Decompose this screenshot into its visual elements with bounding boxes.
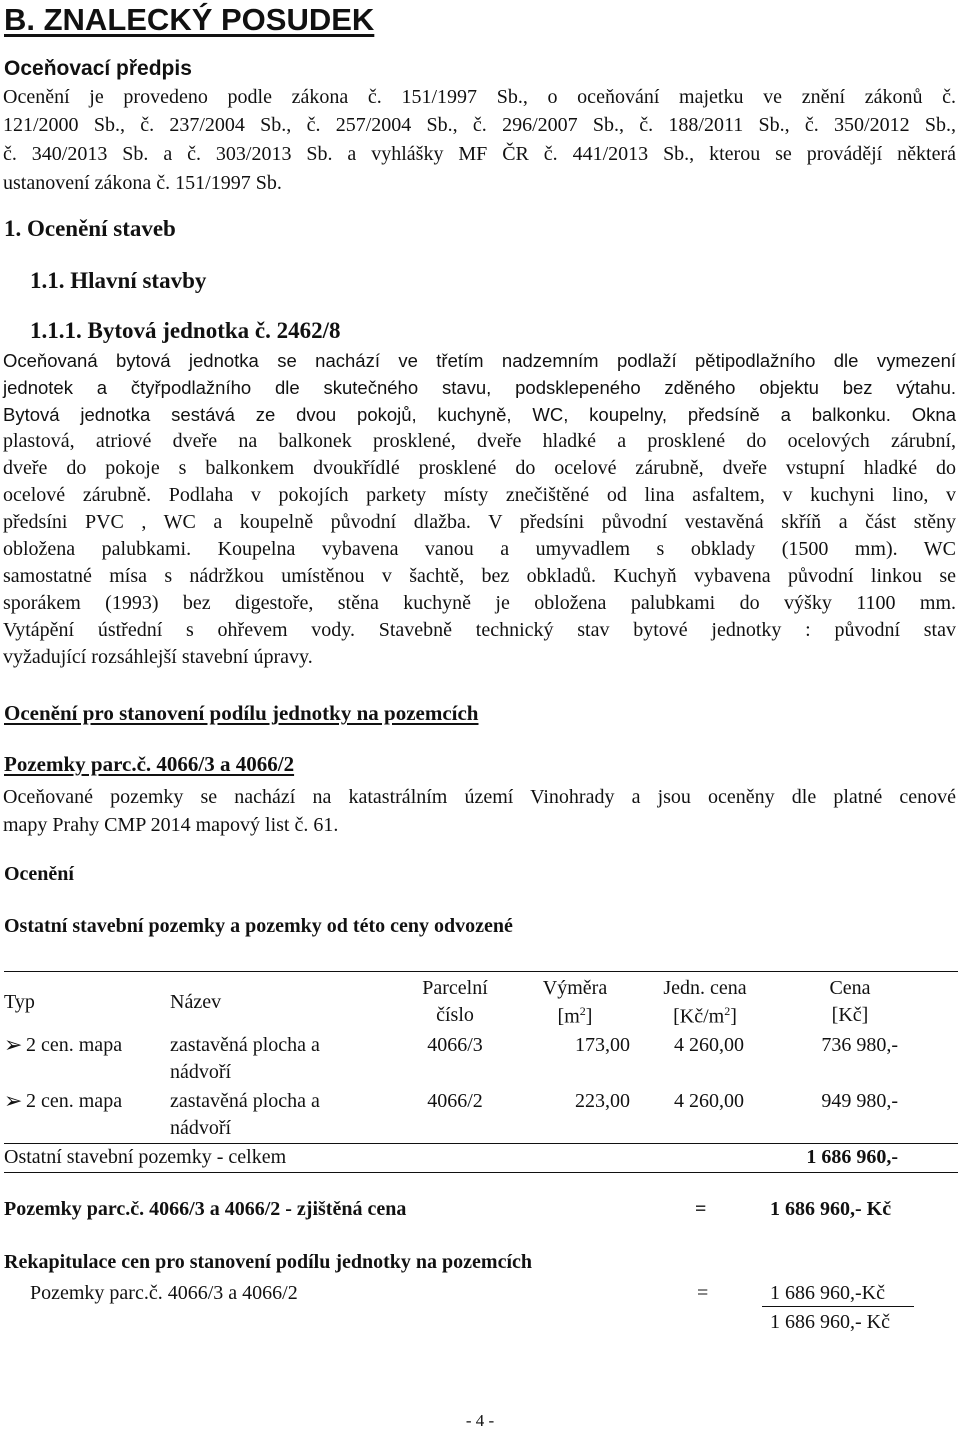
description-line: vyžadující rozsáhlejší stavební úpravy. — [3, 646, 313, 668]
row-nazev: zastavěná plocha a — [170, 1090, 320, 1112]
recap-sum-rule — [762, 1306, 914, 1307]
row-cena: 736 980,- — [821, 1034, 898, 1056]
col-header-vymera: Výměra — [542, 977, 608, 999]
bullet-icon: ➢ — [4, 1088, 23, 1113]
col-header-typ: Typ — [4, 991, 35, 1013]
col-header-cislo: číslo — [436, 1004, 474, 1026]
description-line: sporákem (1993) bez digestoře, stěna kuchyně je obložena palubkami do výšky 1100 mm. — [3, 592, 956, 614]
table-bottom-rule — [4, 1172, 958, 1173]
row-parcela: 4066/2 — [427, 1090, 483, 1112]
table-total-label: Ostatní stavební pozemky - celkem — [4, 1146, 287, 1168]
row-nazev: zastavěná plocha a — [170, 1034, 320, 1056]
bullet-icon: ➢ — [4, 1032, 23, 1057]
oceneni-heading: Ocenění — [4, 863, 74, 885]
recap-value: 1 686 960,-Kč — [770, 1282, 885, 1304]
description-line: ocelové zárubně. Podlaha v pokojích parkety místy znečištěné od lina asfaltem, v kuchyni lino, v — [3, 484, 956, 506]
row-nazev-cont: nádvoří — [170, 1061, 232, 1083]
col-header-vymera-unit: $[m^2]$ — [557, 1004, 593, 1028]
col-header-jedn-cena-unit: $[Kč/m^2]$ — [673, 1004, 737, 1028]
description-line: jednotek a čtyřpodlažního dle skutečného stavu, podsklepeného zděného objektu bez výtahu. — [3, 377, 956, 398]
document-title: B. ZNALECKÝ POSUDEK — [4, 2, 375, 37]
land-subheading: Pozemky parc.č. 4066/3 a 4066/2 — [4, 752, 295, 776]
predpis-line: č. 340/2013 Sb. a č. 303/2013 Sb. a vyhlášky MF ČR č. 441/2013 Sb., kterou se provádějí některá — [3, 143, 956, 165]
land-section-heading: Ocenění pro stanovení podílu jednotky na pozemcích — [4, 701, 479, 725]
description-line: Bytová jednotka sestává ze dvou pokojů, kuchyně, WC, koupelny, předsíně a balkonku. Okna — [3, 404, 956, 425]
recap-equals: = — [697, 1282, 709, 1304]
description-line: plastová, atriové dveře na balkonek prosklené, dveře hladké a prosklené do ocelových zárubní, — [3, 430, 956, 452]
predpis-line: Ocenění je provedeno podle zákona č. 151/1997 Sb., o oceňování majetku ve znění zákonů č. — [3, 86, 956, 108]
land-description-line: mapy Prahy CMP 2014 mapový list č. 61. — [3, 814, 339, 836]
heading-oceneni-staveb: 1. Ocenění staveb — [4, 216, 176, 241]
page-number: - 4 - — [465, 1411, 495, 1430]
row-nazev-cont: nádvoří — [170, 1117, 232, 1139]
row-vymera: 223,00 — [575, 1090, 630, 1112]
result-equals: = — [695, 1198, 707, 1220]
table-total-value: 1 686 960,- — [806, 1146, 898, 1168]
description-line: Oceňovaná bytová jednotka se nachází ve třetím nadzemním podlaží pětipodlažního dle vymezení — [3, 350, 956, 371]
row-typ: 2 cen. mapa — [26, 1090, 123, 1112]
table-total-rule — [4, 1143, 958, 1144]
result-label: Pozemky parc.č. 4066/3 a 4066/2 - zjištěná cena — [4, 1198, 407, 1220]
description-line: samostatné mísa s nádržkou umístěnou v šachtě, bez obkladů. Kuchyň vybavena původní linkou se — [3, 565, 956, 587]
predpis-line: ustanovení zákona č. 151/1997 Sb. — [3, 172, 282, 194]
col-header-jedn-cena: Jedn. cena — [663, 977, 747, 999]
row-jedn-cena: 4 260,00 — [674, 1034, 744, 1056]
land-description-line: Oceňované pozemky se nachází na katastrálním území Vinohrady a jsou oceněny dle platné cenové — [3, 786, 956, 808]
description-line: předsíni PVC , WC a koupelně původní dlažba. V předsíni původní vestavěná skříň a část stěny — [3, 511, 956, 533]
row-typ: 2 cen. mapa — [26, 1034, 123, 1056]
table-top-rule — [4, 971, 958, 972]
recap-label: Pozemky parc.č. 4066/3 a 4066/2 — [30, 1282, 298, 1304]
col-header-cena: Cena — [829, 977, 871, 999]
row-parcela: 4066/3 — [427, 1034, 483, 1056]
col-header-parcelni: Parcelní — [422, 977, 488, 999]
predpis-line: 121/2000 Sb., č. 237/2004 Sb., č. 257/2004 Sb., č. 296/2007 Sb., č. 188/2011 Sb., č. 350/2012 Sb., — [3, 114, 956, 136]
row-cena: 949 980,- — [821, 1090, 898, 1112]
row-jedn-cena: 4 260,00 — [674, 1090, 744, 1112]
col-header-cena-unit: [Kč] — [831, 1004, 869, 1026]
row-vymera: 173,00 — [575, 1034, 630, 1056]
section-heading-predpis: Oceňovací předpis — [4, 57, 192, 80]
recap-heading: Rekapitulace cen pro stanovení podílu jednotky na pozemcích — [4, 1251, 532, 1273]
description-line: obložena palubkami. Koupelna vybavena vanou a umyvadlem s obklady (1500 mm). WC — [3, 538, 956, 560]
description-line: Vytápění ústřední s ohřevem vody. Stavebně technický stav bytové jednotky : původní stav — [3, 619, 956, 641]
heading-bytova-jednotka: 1.1.1. Bytová jednotka č. 2462/8 — [30, 318, 341, 343]
col-header-nazev: Název — [170, 991, 222, 1013]
result-value: 1 686 960,- Kč — [770, 1198, 892, 1220]
recap-sum: 1 686 960,- Kč — [770, 1311, 890, 1333]
table-title: Ostatní stavební pozemky a pozemky od této ceny odvozené — [4, 915, 513, 937]
heading-hlavni-stavby: 1.1. Hlavní stavby — [30, 268, 207, 293]
description-line: dveře do pokoje s balkonkem dvoukřídlé prosklené do ocelové zárubně, dveře vstupní hladké do — [3, 457, 956, 479]
